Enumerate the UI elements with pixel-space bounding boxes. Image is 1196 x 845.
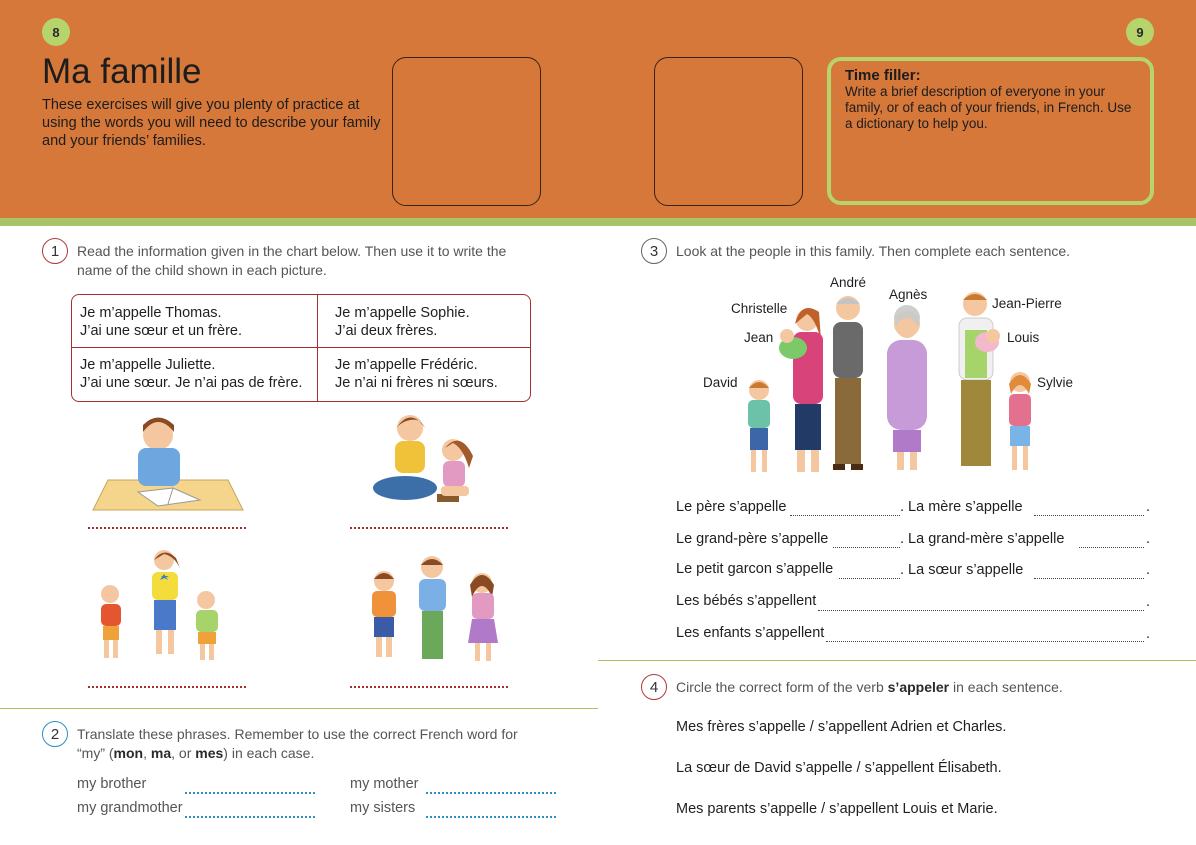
chart-cell bbox=[72, 295, 250, 349]
exercise-2-number: 2 bbox=[42, 721, 68, 747]
section-divider-right bbox=[598, 660, 1196, 661]
sentence-petit-garcon: Le petit garcon s’appelle bbox=[676, 561, 834, 577]
translation-line[interactable] bbox=[426, 816, 556, 818]
answer-line-soeur[interactable] bbox=[1034, 578, 1144, 579]
sentence-mere: . La mère s’appelle bbox=[900, 499, 1023, 515]
instruction-text: ) in each case. bbox=[223, 745, 315, 761]
sentence-end: . bbox=[1146, 562, 1151, 578]
girl-brushing-hair-illustration bbox=[365, 408, 485, 514]
photo-box-1[interactable] bbox=[392, 57, 541, 206]
sentence-end: . bbox=[1146, 499, 1151, 515]
answer-line-picture-1[interactable] bbox=[88, 527, 246, 529]
circle-sentence-1[interactable]: Mes frères s’appelle / s’appellent Adrien et Charles. bbox=[676, 719, 1007, 735]
phrase-label: my brother bbox=[77, 776, 147, 792]
name-label-jean: Jean bbox=[744, 330, 774, 345]
answer-line-grand-mere[interactable] bbox=[1079, 547, 1144, 548]
chart-cell-line: Je m’appelle Juliette. bbox=[80, 357, 216, 373]
chart-cell-line: Je m’appelle Thomas. bbox=[80, 305, 222, 321]
sentence-grand-pere: Le grand-père s’appelle bbox=[676, 531, 829, 547]
chart-cell-line: J’ai une sœur. Je n’ai pas de frère. bbox=[80, 375, 303, 391]
intro-text: These exercises will give you plenty of practice at using the words you will need to describe your family and your friends’ families. bbox=[42, 97, 381, 149]
keyword-mes: mes bbox=[195, 745, 224, 761]
name-label-christelle: Christelle bbox=[731, 301, 788, 316]
time-filler-title: Time filler: bbox=[845, 67, 921, 84]
answer-line-mere[interactable] bbox=[1034, 515, 1144, 516]
exercise-4-instruction bbox=[676, 678, 1156, 697]
circle-sentence-3[interactable]: Mes parents s’appelle / s’appellent Louis et Marie. bbox=[676, 801, 998, 817]
chart-cell-line: J’ai deux frères. bbox=[335, 323, 438, 339]
chart-cell-line: J’ai une sœur et un frère. bbox=[80, 323, 242, 339]
name-label-andre: André bbox=[830, 275, 867, 290]
sentence-pere: Le père s’appelle bbox=[676, 499, 787, 515]
translation-line[interactable] bbox=[185, 816, 315, 818]
name-label-jean-pierre: Jean-Pierre bbox=[992, 296, 1062, 311]
section-divider-left bbox=[0, 708, 598, 709]
sentence-end: . bbox=[1146, 594, 1151, 610]
chart-cell bbox=[327, 347, 506, 401]
circle-sentence-2[interactable]: La sœur de David s’appelle / s’appellent Élisabeth. bbox=[676, 760, 1002, 776]
phrase-label: my sisters bbox=[350, 800, 416, 816]
exercise-2-instruction bbox=[77, 725, 537, 763]
keyword-mon: mon bbox=[113, 745, 144, 761]
name-label-louis: Louis bbox=[1007, 330, 1040, 345]
exercise-3-instruction: Look at the people in this family. Then complete each sentence. bbox=[676, 243, 1071, 259]
family-illustration bbox=[735, 290, 1055, 490]
answer-line-pere[interactable] bbox=[790, 515, 900, 516]
exercise-3-number: 3 bbox=[641, 238, 667, 264]
instruction-text: , bbox=[143, 745, 151, 761]
keyword-verb: s’appeler bbox=[887, 679, 950, 695]
instruction-text: in each sentence. bbox=[949, 679, 1063, 695]
exercise-4-number: 4 bbox=[641, 674, 667, 700]
translation-line[interactable] bbox=[426, 792, 556, 794]
sentence-end: . bbox=[1146, 626, 1151, 642]
exercise-1-instruction: Read the information given in the chart below. Then use it to write the name of the child shown in each picture. bbox=[77, 243, 507, 278]
chart-cell-line: Je n’ai ni frères ni sœurs. bbox=[335, 375, 498, 391]
answer-line-enfants[interactable] bbox=[826, 641, 1144, 642]
exercise-1-number: 1 bbox=[42, 238, 68, 264]
name-label-david: David bbox=[703, 375, 738, 390]
answer-line-picture-3[interactable] bbox=[88, 686, 246, 688]
info-chart bbox=[71, 294, 531, 402]
girl-with-boys-illustration bbox=[96, 548, 241, 666]
answer-line-grand-pere[interactable] bbox=[833, 547, 900, 548]
phrase-label: my mother bbox=[350, 776, 419, 792]
chart-cell-line: Je m’appelle Frédéric. bbox=[335, 357, 478, 373]
instruction-text: , or bbox=[171, 745, 196, 761]
instruction-text: Translate these phrases. Remember to use the correct French word for “my” ( bbox=[77, 726, 518, 761]
translation-line[interactable] bbox=[185, 792, 315, 794]
answer-line-picture-4[interactable] bbox=[350, 686, 508, 688]
name-label-agnes: Agnès bbox=[889, 287, 928, 302]
answer-line-bebes[interactable] bbox=[818, 610, 1144, 611]
photo-box-2[interactable] bbox=[654, 57, 803, 206]
answer-line-petit-garcon[interactable] bbox=[839, 578, 900, 579]
boy-reading-illustration bbox=[88, 410, 248, 515]
sentence-grand-mere: . La grand-mère s’appelle bbox=[900, 531, 1065, 547]
keyword-ma: ma bbox=[150, 745, 172, 761]
sentence-end: . bbox=[1146, 531, 1151, 547]
sentence-soeur: . La sœur s’appelle bbox=[900, 562, 1024, 578]
name-label-sylvie: Sylvie bbox=[1037, 375, 1074, 390]
header-divider bbox=[0, 218, 1196, 226]
answer-line-picture-2[interactable] bbox=[350, 527, 508, 529]
instruction-text: Circle the correct form of the verb bbox=[676, 679, 888, 695]
page-number-right: 9 bbox=[1126, 18, 1154, 46]
time-filler-text: Write a brief description of everyone in your family, or of each of your friends, in French. Use a dictionary to help you. bbox=[845, 84, 1132, 131]
chart-cell bbox=[327, 295, 478, 349]
chart-divider-vertical bbox=[317, 295, 318, 401]
three-children-illustration bbox=[348, 555, 508, 667]
page-title: Ma famille bbox=[42, 52, 202, 91]
chart-cell bbox=[72, 347, 310, 401]
chart-cell-line: Je m’appelle Sophie. bbox=[335, 305, 470, 321]
phrase-label: my grandmother bbox=[77, 800, 183, 816]
sentence-bebes: Les bébés s’appellent bbox=[676, 593, 817, 609]
sentence-enfants: Les enfants s’appellent bbox=[676, 625, 825, 641]
time-filler-box bbox=[827, 57, 1154, 205]
page-number-left: 8 bbox=[42, 18, 70, 46]
